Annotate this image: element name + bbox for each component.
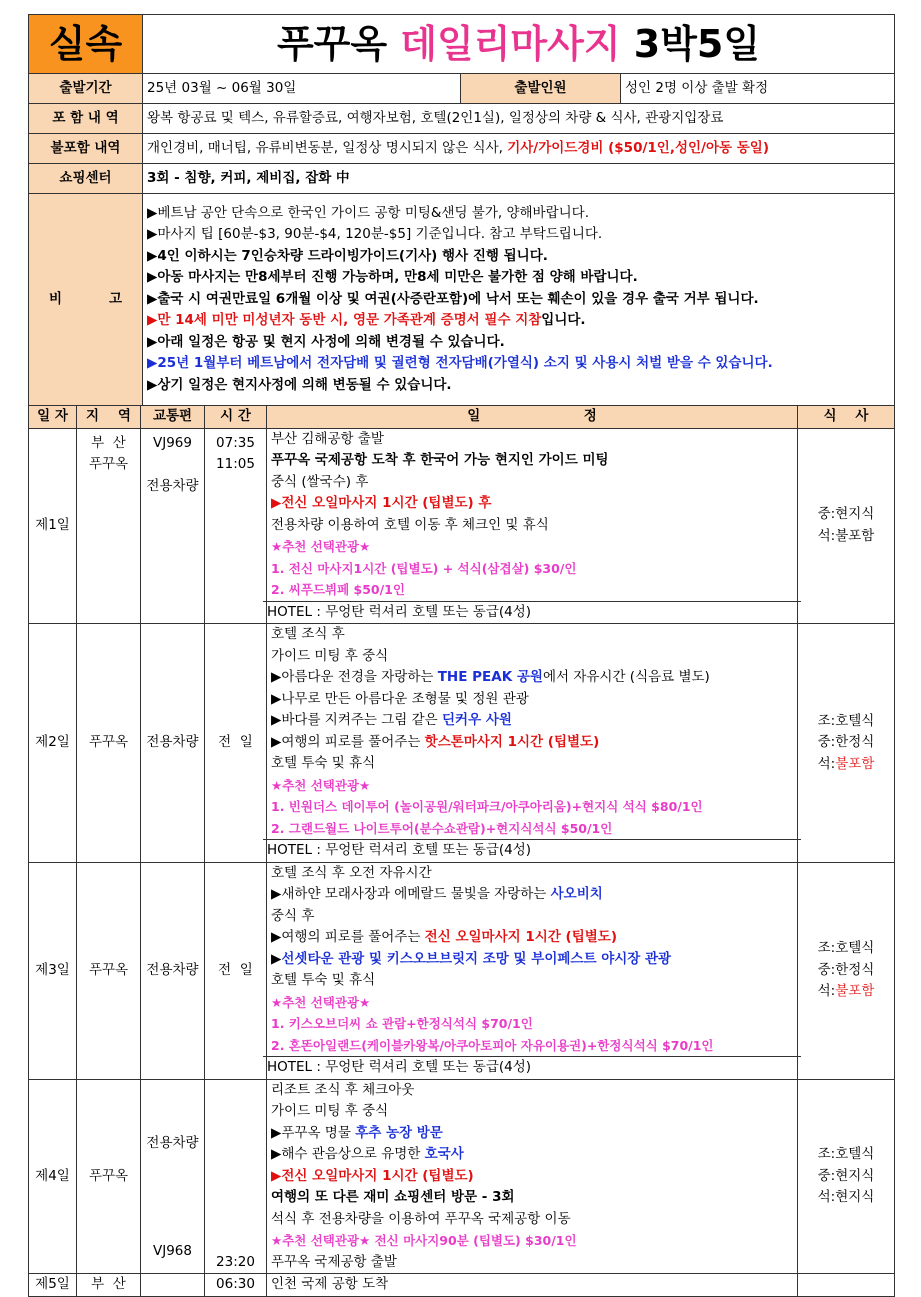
note-8: ▶25년 1월부터 베트남에서 전자담배 및 궐련형 전자담배(가열식) 소지 및 사용시 처벌 받을 수 있습니다. [147, 355, 773, 372]
schedule-line: 중식 후 [271, 907, 315, 924]
include-label: 포 함 내 역 [29, 104, 143, 134]
highlight: 딘커우 사원 [442, 712, 512, 728]
meal-breakfast: 조:호텔식 [817, 940, 875, 957]
shop-value: 3회 - 침향, 커피, 제비집, 잡화 中 [143, 164, 895, 194]
day-row-4 [29, 1079, 895, 1274]
include-value: 왕복 항공료 및 텍스, 유류할증료, 여행자보험, 호텔(2인1실), 일정상의 차량 & 식사, 관광지입장료 [143, 104, 895, 134]
people-value: 성인 2명 이상 출발 확정 [621, 74, 895, 104]
note-2: ▶마사지 팁 [60분-$3, 90분-$4, 120분-$5] 기준입니다. 참고 부탁드립니다. [147, 226, 603, 243]
schedule-line: ▶나무로 만든 아름다운 조형물 및 정원 관광 [271, 690, 529, 707]
col-region: 지 역 [77, 406, 141, 429]
exclude-guide-fee: 기사/가이드경비 ($50/1인,성인/아동 동일) [507, 139, 770, 156]
region: 부 산 [77, 1274, 141, 1297]
info-table [28, 14, 895, 406]
text: ▶여행의 피로를 풀어주는 [271, 929, 421, 945]
title-row [29, 15, 895, 74]
text: ▶아름다운 전경을 자랑하는 [271, 669, 434, 685]
hotel-line: HOTEL : 무엉탄 럭셔리 호텔 또는 동급(4성) [263, 839, 801, 862]
optional-tour-item: 1. 전신 마사지1시간 (팁별도) + 석식(삼겹살) $30/인 [271, 560, 577, 576]
schedule-line: 중식 (쌀국수) 후 [271, 473, 369, 490]
meals [798, 1274, 895, 1297]
col-day: 일 자 [29, 406, 77, 429]
time: 전 일 [205, 624, 267, 863]
day-row-2 [29, 624, 895, 863]
text: ▶여행의 피로를 풀어주는 [271, 733, 421, 750]
region: 부 산 푸꾸옥 [77, 428, 141, 624]
itinerary-table [28, 405, 895, 1297]
note-1: ▶베트남 공안 단속으로 한국인 가이드 공항 미팅&샌딩 불가, 양해바랍니다. [147, 204, 590, 221]
note-6-tail: 입니다. [541, 312, 586, 329]
note-3: ▶4인 이하시는 7인승차량 드라이빙가이드(기사) 행사 진행 됩니다. [147, 247, 548, 264]
optional-tour-heading: ★추천 선택관광★ [271, 539, 371, 554]
people-label: 출발인원 [461, 74, 621, 104]
col-transport: 교통편 [141, 406, 205, 429]
meals: 중:현지식 석:불포함 [798, 428, 895, 624]
time: 06:30 [205, 1274, 267, 1297]
day-label: 제3일 [29, 862, 77, 1079]
highlight: 후추 농장 방문 [355, 1124, 443, 1141]
meals: 조:호텔식 중:현지식 석:현지식 [798, 1079, 895, 1274]
region: 푸꾸옥 [77, 862, 141, 1079]
schedule-line: 리조트 조식 후 체크아웃 [271, 1081, 415, 1098]
note-7: ▶아래 일정은 항공 및 현지 사정에 의해 변경될 수 있습니다. [147, 333, 505, 350]
optional-tour-item: 2. 혼똔아일랜드(케이블카왕복/아쿠아토피아 자유이용권)+한정식석식 $70/1인 [271, 1037, 714, 1053]
meal-dinner-value: 불포함 [835, 755, 875, 772]
schedule-line [271, 710, 793, 732]
schedule-line: 호텔 조식 후 [271, 626, 345, 642]
meal-dinner-label: 석: [817, 755, 836, 772]
meal-breakfast: 조:호텔식 [817, 712, 875, 729]
transport-vehicle: 전용차량 [146, 1135, 199, 1152]
meals [798, 624, 895, 863]
schedule-line [271, 667, 793, 689]
region: 푸꾸옥 [77, 624, 141, 863]
day-label: 제2일 [29, 624, 77, 863]
exclude-label: 불포함 내역 [29, 134, 143, 164]
col-meal: 식 사 [798, 406, 895, 429]
highlight: 핫스톤마사지 1시간 (팁별도) [424, 733, 600, 750]
schedule-line: 가이드 미팅 후 중식 [271, 647, 389, 664]
schedule-line: ▶전신 오일마사지 1시간 (팁별도) 후 [271, 495, 492, 511]
meal-dinner [802, 754, 890, 776]
schedule [267, 1079, 798, 1274]
transport [141, 1274, 205, 1297]
schedule [267, 624, 798, 863]
page-title [143, 15, 895, 74]
schedule-line: 전용차량 이용하여 호텔 이동 후 체크인 및 휴식 [271, 516, 549, 533]
schedule-line: 호텔 투숙 및 휴식 [271, 972, 376, 988]
text: ▶해수 관음상으로 유명한 [271, 1146, 421, 1162]
schedule-line: ▶전신 오일마사지 1시간 (팁별도) [271, 1167, 474, 1184]
col-schedule: 일 정 [267, 406, 798, 429]
highlight: THE PEAK 공원 [437, 669, 543, 685]
optional-tour-item: 1. 키스오브더씨 쇼 관람+한정식석식 $70/1인 [271, 1016, 533, 1031]
day-row-5 [29, 1274, 895, 1297]
notes-row [29, 194, 895, 406]
day-label: 제4일 [29, 1079, 77, 1274]
meal-dinner [802, 981, 890, 1003]
title-product: 데일리마사지 [400, 22, 621, 66]
schedule-line [271, 884, 793, 906]
meal-dinner-label: 석: [817, 983, 836, 1000]
day-row-1 [29, 428, 895, 624]
schedule-line [271, 1123, 793, 1145]
meals [798, 862, 895, 1079]
highlight: 호국사 [424, 1146, 464, 1162]
transport: 전용차량 [141, 624, 205, 863]
shop-label: 쇼핑센터 [29, 164, 143, 194]
schedule-line: 푸꾸옥 국제공항 도착 후 한국어 가능 현지인 가이드 미팅 [271, 452, 609, 468]
transport: 전용차량 [141, 862, 205, 1079]
schedule [267, 428, 798, 624]
transport: VJ969 전용차량 [141, 428, 205, 624]
notes-body [143, 194, 895, 406]
day-label: 제1일 [29, 428, 77, 624]
highlight: 사오비치 [550, 886, 603, 902]
notes-label: 비 고 [29, 194, 143, 406]
exclude-value [143, 134, 895, 164]
title-badge: 실속 [29, 15, 143, 74]
text: ▶ [271, 950, 282, 967]
itinerary-document [28, 14, 894, 1297]
optional-tour-heading: ★추천 선택관광★ [271, 994, 371, 1010]
time: 23:20 [205, 1079, 267, 1274]
schedule-line: 호텔 조식 후 오전 자유시간 [271, 864, 432, 881]
schedule-line [271, 949, 793, 971]
region: 푸꾸옥 [77, 1079, 141, 1274]
note-4: ▶아동 마사지는 만8세부터 진행 가능하며, 만8세 미만은 불가한 점 양해 바랍니다. [147, 269, 638, 286]
note-5: ▶출국 시 여권만료일 6개월 이상 및 여권(사증란포함)에 낙서 또는 훼손이 있을 경우 출국 거부 됩니다. [147, 290, 759, 307]
day-label: 제5일 [29, 1274, 77, 1297]
text: ▶바다를 지켜주는 그림 같은 [271, 712, 438, 728]
hotel-line: HOTEL : 무엉탄 럭셔리 호텔 또는 동급(4성) [263, 1056, 801, 1079]
hotel-line: HOTEL : 무엉탄 럭셔리 호텔 또는 동급(4성) [263, 601, 801, 624]
schedule-line: 인천 국제 공항 도착 [267, 1274, 798, 1297]
period-label: 출발기간 [29, 74, 143, 104]
schedule-line: 여행의 또 다른 재미 쇼핑센터 방문 - 3회 [271, 1189, 515, 1205]
note-9: ▶상기 일정은 현지사정에 의해 변동될 수 있습니다. [147, 376, 452, 393]
text: 에서 자유시간 (식음료 별도) [542, 669, 710, 685]
optional-tour-item: 2. 그랜드월드 나이트투어(분수쇼관람)+현지식석식 $50/1인 [271, 820, 613, 836]
schedule-line: 부산 김해공항 출발 [271, 430, 384, 447]
time: 전 일 [205, 862, 267, 1079]
exclude-text: 개인경비, 매너팁, 유류비변동분, 일정상 명시되지 않은 식사, [147, 139, 503, 156]
meal-dinner-value: 불포함 [835, 983, 875, 1000]
col-time: 시 간 [205, 406, 267, 429]
optional-tour-heading: ★추천 선택관광★ [271, 777, 371, 793]
title-destination: 푸꾸옥 [276, 22, 388, 66]
schedule-line: 석식 후 전용차량을 이용하여 푸꾸옥 국제공항 이동 [271, 1210, 571, 1227]
schedule-line [271, 927, 793, 949]
title-duration: 3박5일 [633, 22, 761, 66]
schedule-line [271, 732, 793, 754]
time: 07:35 11:05 [205, 428, 267, 624]
note-6 [147, 310, 890, 332]
highlight: 전신 오일마사지 1시간 (팁별도) [424, 929, 617, 945]
schedule-line: 푸꾸옥 국제공항 출발 [271, 1253, 397, 1270]
meal-lunch: 중:한정식 [817, 734, 875, 750]
schedule-line: 가이드 미팅 후 중식 [271, 1103, 389, 1119]
optional-tour-item: 2. 씨푸드뷔페 $50/1인 [271, 582, 405, 597]
meal-lunch: 중:한정식 [817, 961, 875, 978]
schedule-line: 호텔 투숙 및 휴식 [271, 755, 376, 771]
schedule [267, 862, 798, 1079]
text: ▶푸꾸옥 명물 [271, 1124, 351, 1141]
note-6-red: ▶만 14세 미만 미성년자 동반 시, 영문 가족관계 증명서 필수 지참 [147, 312, 542, 329]
day-row-3 [29, 862, 895, 1079]
optional-tour-heading: ★추천 선택관광★ 전신 마사지90분 (팁별도) $30/1인 [271, 1233, 577, 1248]
period-value: 25년 03월 ~ 06월 30일 [143, 74, 461, 104]
itinerary-header [29, 406, 895, 429]
highlight: 선셋타운 관광 및 키스오브브릿지 조망 및 부이페스트 야시장 관광 [281, 950, 672, 967]
optional-tour-item: 1. 빈원더스 데이투어 (놀이공원/워터파크/아쿠아리움)+현지식 석식 $80/1인 [271, 799, 703, 814]
transport-flight: VJ968 [153, 1242, 192, 1259]
text: ▶새하얀 모래사장과 에메랄드 물빛을 자랑하는 [271, 886, 547, 902]
transport [141, 1079, 205, 1274]
schedule-line [271, 1144, 793, 1166]
